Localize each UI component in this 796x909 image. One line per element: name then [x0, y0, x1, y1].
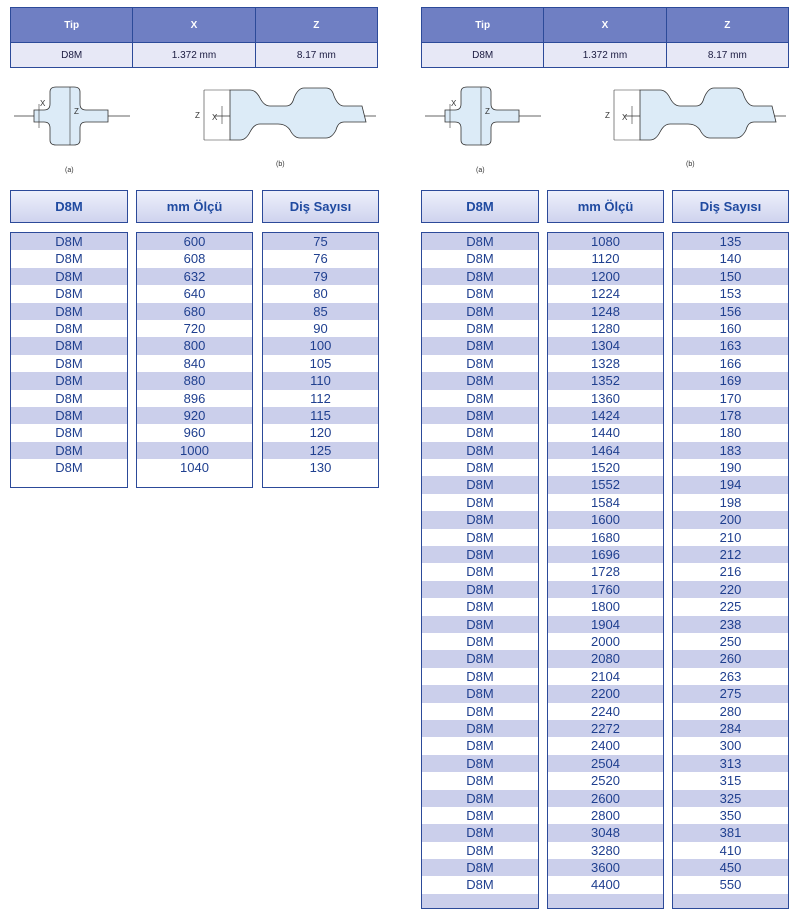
belt-type-cell: D8M: [422, 233, 538, 250]
spec-table-left: [10, 7, 378, 68]
spec-header-z: Z: [255, 8, 377, 43]
belt-type-cell: D8M: [422, 268, 538, 285]
tooth-profile-diagram-a-right: [423, 82, 543, 177]
tooth-count-cell: 410: [719, 842, 742, 858]
belt-type-cell: D8M: [55, 425, 83, 441]
tooth-count-cell: 169: [673, 372, 788, 389]
tooth-count-cell: 260: [673, 650, 788, 667]
spec-value-x: 1.372 mm: [544, 43, 666, 68]
diagram-label-z: Z: [605, 111, 610, 120]
belt-type-cell: D8M: [422, 511, 538, 528]
belt-type-cell: D8M: [422, 303, 538, 320]
belt-type-cell: D8M: [55, 390, 83, 406]
belt-type-cell: D8M: [466, 390, 494, 406]
tooth-count-cell: 275: [673, 685, 788, 702]
tooth-count-cell: 194: [673, 476, 788, 493]
belt-type-cell: D8M: [466, 807, 494, 823]
belt-length-mm-cell: 2240: [591, 703, 620, 719]
tooth-count-cell: 450: [673, 859, 788, 876]
belt-length-mm-cell: 1224: [591, 286, 620, 302]
belt-type-cell: D8M: [55, 355, 83, 371]
belt-length-mm-cell: 1080: [548, 233, 663, 250]
belt-type-cell: D8M: [422, 790, 538, 807]
diagram-label-x: X: [451, 99, 457, 108]
belt-type-cell: D8M: [422, 372, 538, 389]
belt-length-mm-cell: 1280: [591, 320, 620, 336]
belt-type-cell: D8M: [11, 268, 127, 285]
tooth-profile-diagram-a-left: [12, 82, 132, 177]
diagram-label-z: Z: [195, 111, 200, 120]
belt-type-cell: D8M: [466, 529, 494, 545]
tooth-count-cell: 190: [719, 460, 742, 476]
belt-type-cell: D8M: [422, 476, 538, 493]
spec-header-z: Z: [666, 8, 788, 43]
belt-table-left-column-length: [136, 232, 253, 488]
belt-type-cell: D8M: [466, 286, 494, 302]
tooth-count-cell: 80: [313, 286, 328, 302]
belt-type-cell: D8M: [466, 251, 494, 267]
tooth-count-cell: 79: [263, 268, 378, 285]
spec-header-tip: Tip: [422, 8, 544, 43]
belt-length-mm-cell: 896: [183, 390, 206, 406]
tooth-count-cell: 216: [719, 564, 742, 580]
tooth-count-cell: 120: [309, 425, 332, 441]
diagram-caption-b: (b): [686, 161, 695, 168]
belt-table-right-column-type: [421, 232, 539, 909]
tooth-count-cell: 75: [263, 233, 378, 250]
belt-type-cell: D8M: [422, 581, 538, 598]
belt-table-left-header-teeth: Diş Sayısı: [262, 190, 379, 223]
belt-length-mm-cell: 1520: [591, 460, 620, 476]
belt-length-mm-cell: 1328: [591, 355, 620, 371]
tooth-count-cell: 183: [673, 442, 788, 459]
tooth-count-cell: 140: [719, 251, 742, 267]
belt-length-mm-cell: 680: [137, 303, 252, 320]
tooth-count-cell: 156: [673, 303, 788, 320]
belt-type-cell: D8M: [422, 685, 538, 702]
belt-type-cell: D8M: [466, 494, 494, 510]
tooth-count-cell: 200: [673, 511, 788, 528]
belt-table-left-header-length: mm Ölçü: [136, 190, 253, 223]
belt-type-cell: D8M: [11, 407, 127, 424]
belt-length-mm-cell: 720: [183, 320, 206, 336]
belt-type-cell: D8M: [466, 842, 494, 858]
tooth-count-cell: 170: [719, 390, 742, 406]
belt-length-mm-cell: 1680: [591, 529, 620, 545]
diagram-label-x: X: [622, 113, 628, 122]
belt-type-cell: D8M: [466, 599, 494, 615]
tooth-count-cell: 76: [313, 251, 328, 267]
spec-value-x: 1.372 mm: [133, 43, 255, 68]
belt-length-mm-cell: 1552: [548, 476, 663, 493]
spec-value-z: 8.17 mm: [255, 43, 377, 68]
belt-table-right-column-length: [547, 232, 664, 909]
belt-length-mm-cell: 2520: [591, 773, 620, 789]
tooth-count-cell: 315: [719, 773, 742, 789]
tooth-count-cell: 212: [673, 546, 788, 563]
tooth-count-cell: 210: [719, 529, 742, 545]
tooth-count-cell: 381: [673, 824, 788, 841]
tooth-count-cell: 125: [263, 442, 378, 459]
tooth-count-cell: 263: [719, 668, 742, 684]
belt-type-cell: D8M: [466, 773, 494, 789]
belt-length-mm-cell: 1464: [548, 442, 663, 459]
belt-length-mm-cell: 1584: [591, 494, 620, 510]
tooth-count-cell: 110: [263, 372, 378, 389]
tooth-count-cell: 220: [673, 581, 788, 598]
belt-length-mm-cell: 920: [137, 407, 252, 424]
tooth-profile-diagram-b-right: [600, 82, 790, 177]
belt-type-cell: D8M: [466, 355, 494, 371]
spec-value-tip: D8M: [11, 43, 133, 68]
belt-table-left-column-type: [10, 232, 128, 488]
belt-length-mm-cell: 2000: [591, 633, 620, 649]
belt-type-cell: D8M: [11, 442, 127, 459]
belt-table-right-header-length: mm Ölçü: [547, 190, 664, 223]
tooth-count-cell: 166: [719, 355, 742, 371]
table-filler-row: [422, 894, 538, 909]
belt-type-cell: D8M: [422, 755, 538, 772]
belt-length-mm-cell: 1352: [548, 372, 663, 389]
belt-length-mm-cell: 1040: [180, 460, 209, 476]
belt-length-mm-cell: 3280: [591, 842, 620, 858]
tooth-count-cell: 153: [719, 286, 742, 302]
belt-length-mm-cell: 600: [137, 233, 252, 250]
tooth-count-cell: 130: [309, 460, 332, 476]
belt-type-cell: D8M: [11, 372, 127, 389]
tooth-count-cell: 105: [309, 355, 332, 371]
belt-type-cell: D8M: [466, 320, 494, 336]
tooth-count-cell: 313: [673, 755, 788, 772]
belt-table-right-column-teeth: [672, 232, 789, 909]
belt-type-cell: D8M: [55, 460, 83, 476]
belt-length-mm-cell: 1600: [548, 511, 663, 528]
spec-header-x: X: [133, 8, 255, 43]
tooth-count-cell: 325: [673, 790, 788, 807]
table-filler-row: [548, 894, 663, 909]
diagram-caption-a: (a): [476, 167, 485, 174]
belt-length-mm-cell: 800: [137, 337, 252, 354]
belt-length-mm-cell: 1248: [548, 303, 663, 320]
belt-table-left-header-type: D8M: [10, 190, 128, 223]
tooth-count-cell: 550: [719, 877, 742, 893]
spec-header-x: X: [544, 8, 666, 43]
spec-value-tip: D8M: [422, 43, 544, 68]
tooth-count-cell: 284: [673, 720, 788, 737]
diagram-label-x: X: [40, 99, 46, 108]
diagram-label-z: Z: [485, 107, 490, 116]
diagram-label-z: Z: [74, 107, 79, 116]
belt-length-mm-cell: 1728: [591, 564, 620, 580]
tooth-count-cell: 100: [263, 337, 378, 354]
belt-length-mm-cell: 3600: [548, 859, 663, 876]
diagram-label-x: X: [212, 113, 218, 122]
belt-table-right-header-type: D8M: [421, 190, 539, 223]
spec-value-z: 8.17 mm: [666, 43, 788, 68]
belt-type-cell: D8M: [11, 303, 127, 320]
tooth-count-cell: 178: [673, 407, 788, 424]
belt-length-mm-cell: 1760: [548, 581, 663, 598]
belt-length-mm-cell: 960: [183, 425, 206, 441]
belt-length-mm-cell: 1424: [548, 407, 663, 424]
belt-table-right-header-teeth: Diş Sayısı: [672, 190, 789, 223]
diagram-caption-a: (a): [65, 167, 74, 174]
spec-table-right: [421, 7, 789, 68]
belt-type-cell: D8M: [55, 286, 83, 302]
belt-type-cell: D8M: [11, 233, 127, 250]
belt-length-mm-cell: 1200: [548, 268, 663, 285]
belt-type-cell: D8M: [466, 703, 494, 719]
belt-length-mm-cell: 2104: [591, 668, 620, 684]
belt-type-cell: D8M: [466, 564, 494, 580]
belt-length-mm-cell: 1000: [137, 442, 252, 459]
belt-type-cell: D8M: [422, 546, 538, 563]
tooth-count-cell: 90: [313, 320, 328, 336]
belt-length-mm-cell: 2800: [591, 807, 620, 823]
belt-type-cell: D8M: [422, 720, 538, 737]
belt-length-mm-cell: 608: [183, 251, 206, 267]
tooth-count-cell: 135: [673, 233, 788, 250]
tooth-count-cell: 238: [673, 616, 788, 633]
belt-length-mm-cell: 1800: [591, 599, 620, 615]
tooth-count-cell: 225: [719, 599, 742, 615]
tooth-count-cell: 350: [719, 807, 742, 823]
belt-length-mm-cell: 3048: [548, 824, 663, 841]
tooth-count-cell: 163: [673, 337, 788, 354]
belt-length-mm-cell: 1304: [548, 337, 663, 354]
belt-type-cell: D8M: [466, 425, 494, 441]
belt-type-cell: D8M: [422, 650, 538, 667]
belt-type-cell: D8M: [55, 320, 83, 336]
belt-type-cell: D8M: [55, 251, 83, 267]
belt-length-mm-cell: 2200: [548, 685, 663, 702]
belt-length-mm-cell: 880: [137, 372, 252, 389]
belt-length-mm-cell: 2400: [591, 738, 620, 754]
table-filler-row: [673, 894, 788, 909]
belt-type-cell: D8M: [422, 407, 538, 424]
diagram-caption-b: (b): [276, 161, 285, 168]
belt-length-mm-cell: 1360: [591, 390, 620, 406]
belt-length-mm-cell: 2080: [548, 650, 663, 667]
belt-type-cell: D8M: [11, 337, 127, 354]
tooth-count-cell: 250: [719, 633, 742, 649]
tooth-count-cell: 280: [719, 703, 742, 719]
belt-type-cell: D8M: [422, 442, 538, 459]
tooth-count-cell: 150: [673, 268, 788, 285]
belt-length-mm-cell: 2600: [548, 790, 663, 807]
belt-length-mm-cell: 2504: [548, 755, 663, 772]
belt-length-mm-cell: 1120: [591, 251, 620, 267]
belt-table-left-column-teeth: [262, 232, 379, 488]
belt-length-mm-cell: 840: [183, 355, 206, 371]
tooth-count-cell: 198: [719, 494, 742, 510]
tooth-count-cell: 115: [263, 407, 378, 424]
belt-type-cell: D8M: [466, 738, 494, 754]
belt-type-cell: D8M: [422, 859, 538, 876]
belt-type-cell: D8M: [466, 633, 494, 649]
tooth-profile-diagram-b-left: [190, 82, 380, 177]
belt-length-mm-cell: 640: [183, 286, 206, 302]
belt-length-mm-cell: 1440: [591, 425, 620, 441]
belt-length-mm-cell: 1696: [548, 546, 663, 563]
belt-length-mm-cell: 632: [137, 268, 252, 285]
belt-length-mm-cell: 2272: [548, 720, 663, 737]
tooth-count-cell: 85: [263, 303, 378, 320]
tooth-count-cell: 160: [719, 320, 742, 336]
belt-type-cell: D8M: [422, 824, 538, 841]
tooth-count-cell: 112: [310, 390, 331, 406]
belt-type-cell: D8M: [422, 337, 538, 354]
belt-type-cell: D8M: [466, 460, 494, 476]
belt-type-cell: D8M: [466, 668, 494, 684]
spec-header-tip: Tip: [11, 8, 133, 43]
tooth-count-cell: 180: [719, 425, 742, 441]
belt-length-mm-cell: 1904: [548, 616, 663, 633]
belt-type-cell: D8M: [466, 877, 494, 893]
tooth-count-cell: 300: [719, 738, 742, 754]
belt-type-cell: D8M: [422, 616, 538, 633]
belt-length-mm-cell: 4400: [591, 877, 620, 893]
